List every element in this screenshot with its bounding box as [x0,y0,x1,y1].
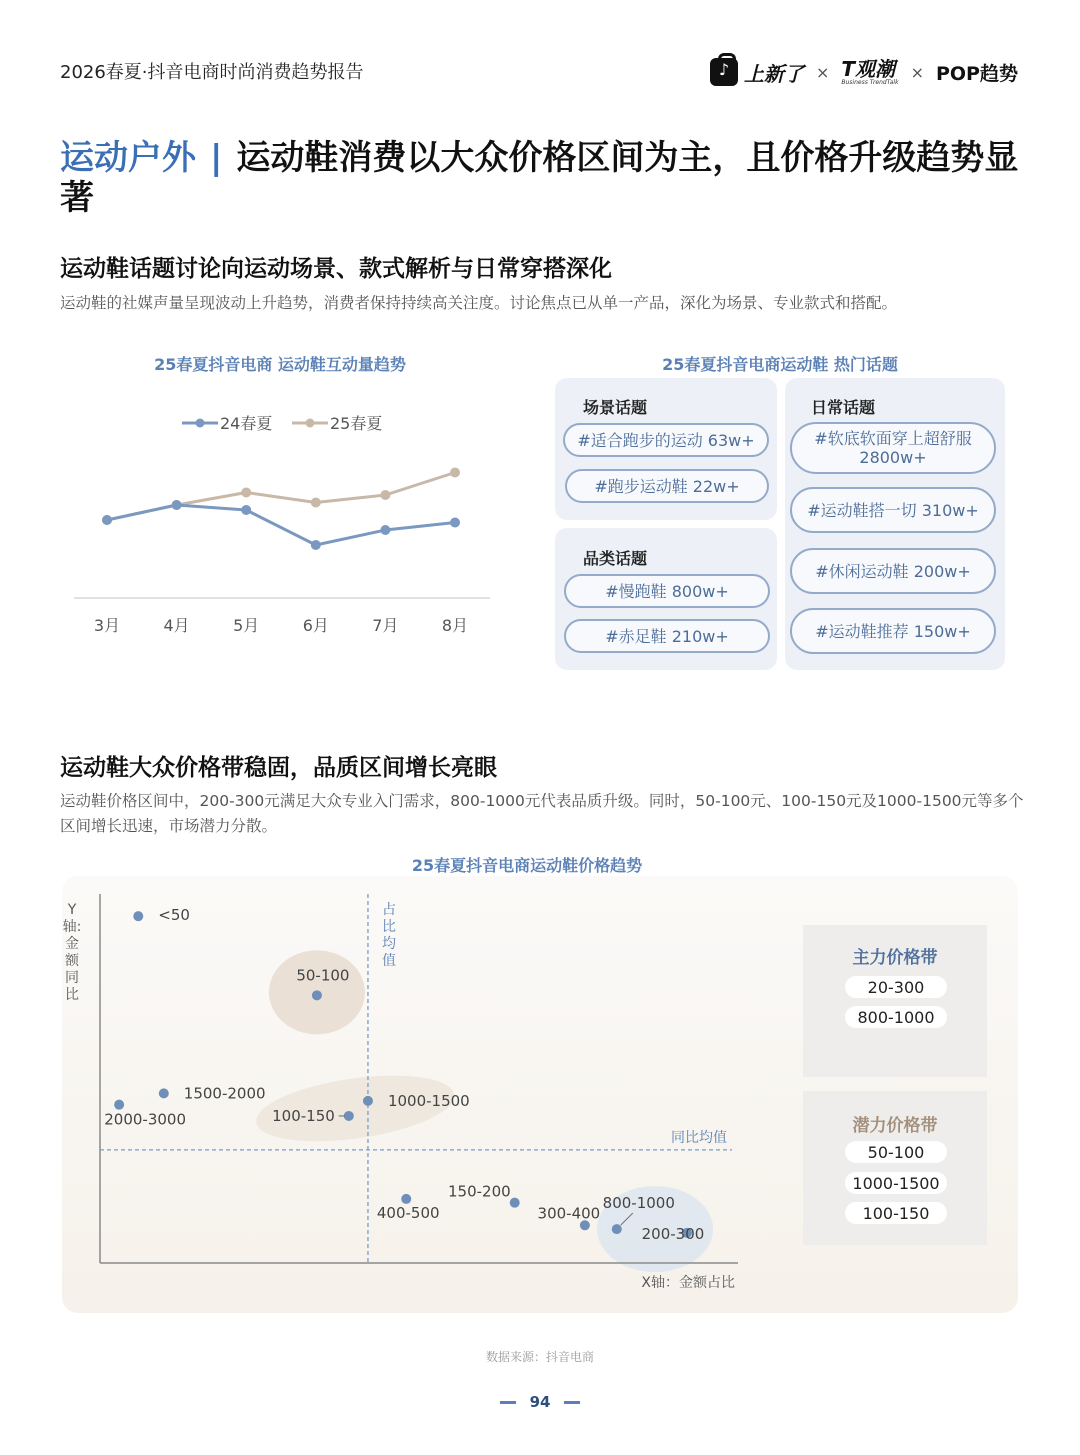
line-chart-title: 25春夏抖音电商 运动鞋互动量趋势 [154,355,406,374]
page-dash-left [500,1401,516,1404]
data-point [241,488,251,498]
series-line [107,473,455,521]
point-label: 1000-1500 [387,1091,470,1110]
potential-band-title: 潜力价格带 [852,1116,938,1136]
page-number [0,1393,1080,1411]
hot-topics-panel [555,378,1005,670]
x-tick-label: 7月 [372,616,399,635]
page-dash-right [564,1401,580,1404]
data-point [380,490,390,500]
category-topics-card [555,528,777,670]
scene-topics-card [555,378,777,520]
point-label: 50-100 [296,966,350,985]
x-tick-label: 8月 [441,616,469,635]
daily-topics-card [785,378,1005,670]
ref-x-label: 均 [381,936,396,952]
topic-tag[interactable]: #运动鞋推荐 150w+ [790,608,996,654]
topic-tag[interactable]: #休闲运动鞋 200w+ [790,548,996,594]
point-label: 100-150 [272,1106,335,1125]
x-tick-label: 6月 [302,616,329,635]
point-label: 200-300 [641,1224,705,1243]
data-point [450,468,460,478]
potential-band-item: 100-150 [845,1202,947,1224]
y-axis-label: 额 [65,953,79,969]
main-price-band-box [803,925,987,1077]
brand-logos [710,56,1018,88]
line-chart [60,395,500,650]
scatter-point [114,1100,124,1110]
potential-band-item: 1000-1500 [845,1172,947,1194]
douyin-bag-icon: ♪ [710,58,738,86]
point-label: 400-500 [376,1203,440,1222]
point-label: <50 [158,906,190,925]
section1-description: 运动鞋的社媒声量呈现波动上升趋势，消费者保持持续高关注度。讨论焦点已从单一产品，深化为场景、专业款式和搭配。 [60,294,898,312]
potential-price-band-box [803,1091,987,1245]
guanchao-prefix: T [841,56,856,81]
legend-label: 24春夏 [220,414,273,433]
point-label: 150-200 [448,1182,511,1201]
topic-tag[interactable]: #慢跑鞋 800w+ [564,574,770,608]
y-axis-label: 同 [65,970,79,986]
scatter-point [159,1088,169,1098]
y-axis-label: 金 [65,936,79,952]
topics-chart-title: 25春夏抖音电商运动鞋 热门话题 [662,355,898,374]
x-axis-label: X轴：金额占比 [641,1275,735,1291]
x-tick-label: 3月 [93,616,121,635]
data-point [241,505,251,515]
section2-description: 运动鞋价格区间中，200-300元满足大众专业入门需求，800-1000元代表品质升级。同时，50-100元、100-150元及1000-1500元等多个区间增长迅速，市场潜力分散。 [60,792,1024,835]
y-axis-label: 轴: [62,919,82,935]
page-number-value: 94 [529,1393,551,1411]
guanchao-text: 观潮 [855,56,896,81]
title-headline: 运动鞋消费以大众价格区间为主，且价格升级趋势显著 [60,138,1019,218]
scatter-point [344,1111,354,1121]
data-source: 数据来源：抖音电商 [485,1350,594,1364]
ref-x-label: 值 [381,953,396,969]
guanchao-subtitle: Business TrendTalk [841,78,899,86]
point-label: 2000-3000 [104,1110,187,1129]
y-axis-label: 比 [65,987,79,1003]
page-title [60,138,1050,218]
data-point [311,540,321,550]
category-topics-title: 品类话题 [583,549,648,568]
brand-separator: × [815,62,830,82]
x-tick-label: 5月 [233,616,260,635]
topic-tag[interactable]: #适合跑步的运动 63w+ [563,423,769,457]
scatter-point [612,1224,622,1234]
ref-x-label: 占 [381,902,396,918]
section2-heading: 运动鞋大众价格带稳固，品质区间增长亮眼 [60,755,497,781]
guanchao-logo [841,56,899,86]
main-band-item: 20-300 [845,976,947,998]
legend-marker [196,419,205,428]
topic-tag[interactable]: #软底软面穿上超舒服 2800w+ [790,422,996,474]
title-divider: | [210,138,223,178]
pop-logo: POP趋势 [935,62,1018,85]
x-tick-label: 4月 [163,616,190,635]
y-axis-label: Y [67,902,77,918]
brand-separator: × [910,62,924,82]
ref-y-label: 同比均值 [671,1129,727,1146]
data-point [450,518,460,528]
scatter-point [510,1198,520,1208]
scatter-point [401,1194,411,1204]
legend-marker [306,419,315,428]
section1-heading: 运动鞋话题讨论向运动场景、款式解析与日常穿搭深化 [60,256,612,282]
main-band-title: 主力价格带 [852,948,938,968]
scene-topics-title: 场景话题 [583,398,648,417]
title-category: 运动户外 [60,138,196,178]
main-band-item: 800-1000 [845,1006,947,1028]
ref-x-label: 比 [381,919,396,935]
topic-tag[interactable]: #赤足鞋 210w+ [564,619,770,653]
report-title: 2026春夏·抖音电商时尚消费趋势报告 [60,62,364,83]
point-label: 800-1000 [602,1194,675,1213]
scatter-point [312,990,322,1000]
daily-topics-title: 日常话题 [811,398,876,417]
series-line [107,505,455,545]
point-label: 300-400 [537,1204,601,1223]
point-label: 1500-2000 [183,1084,266,1103]
legend-label: 25春夏 [330,414,383,433]
scatter-point [133,911,143,921]
data-point [102,515,112,525]
brand-shangxin-text: 上新了 [743,61,804,86]
data-point [172,500,182,510]
scatter-point [363,1096,373,1106]
data-point [380,525,390,535]
topic-tag[interactable]: #跑步运动鞋 22w+ [565,469,769,503]
topic-tag[interactable]: #运动鞋搭一切 310w+ [790,487,996,533]
potential-band-item: 50-100 [845,1141,947,1163]
data-point [311,498,321,508]
shangxin-logo [710,58,804,87]
scatter-chart-title: 25春夏抖音电商运动鞋价格趋势 [411,856,643,875]
